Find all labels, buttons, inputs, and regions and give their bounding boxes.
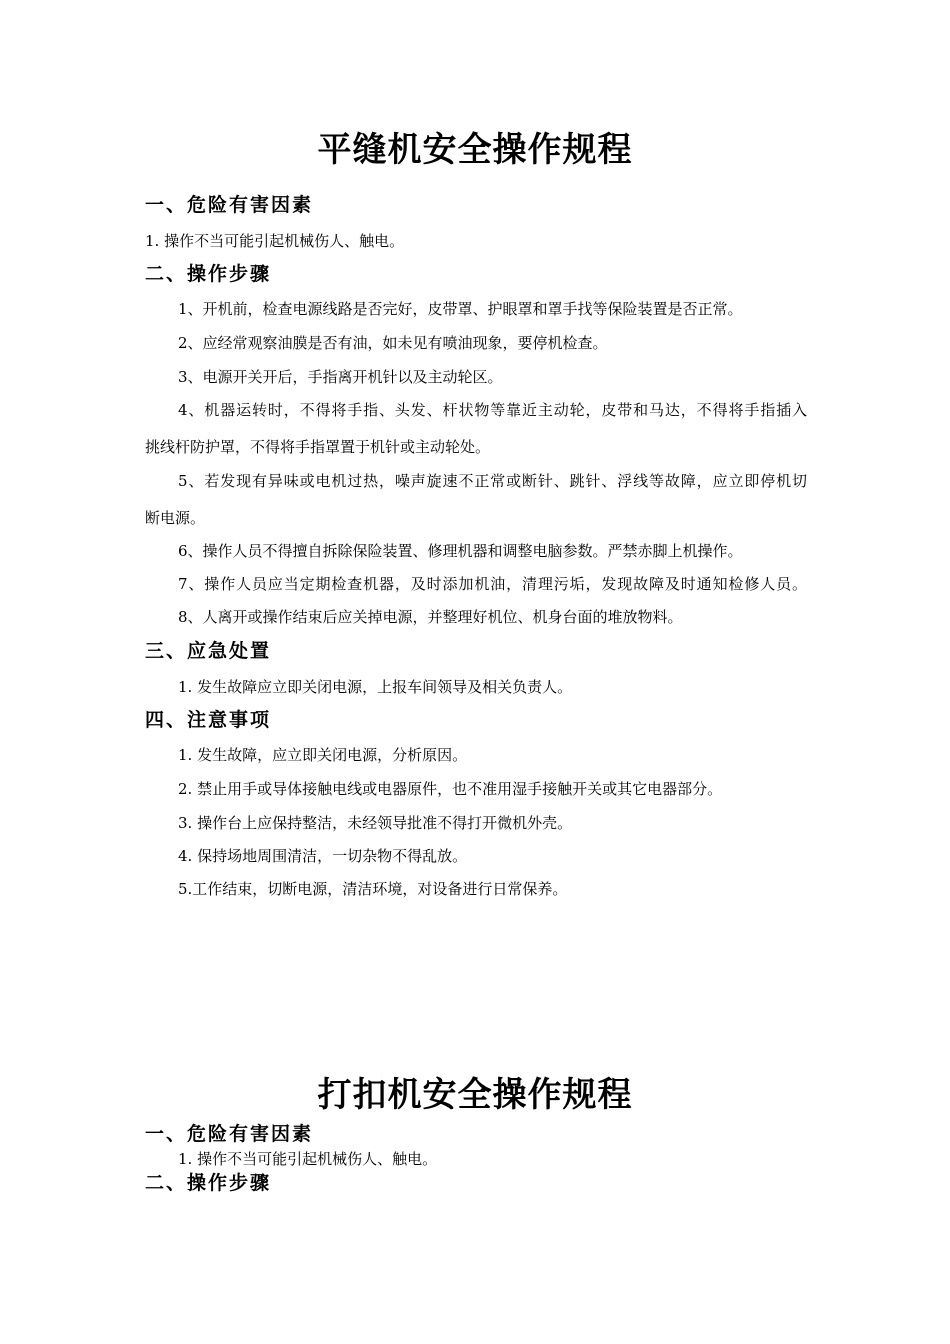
doc1-title: 平缝机安全操作规程: [317, 130, 633, 170]
doc1-section2-heading: 二、操作步骤: [145, 263, 272, 285]
doc1-section1-heading: 一、危险有害因素: [145, 194, 314, 216]
doc1-step-3: 3、电源开关开后，手指离开机针以及主动轮区。: [178, 368, 503, 386]
doc1-step-6: 6、操作人员不得擅自拆除保险装置、修理机器和调整电脑参数。严禁赤脚上机操作。: [178, 542, 743, 560]
doc1-step-5-line2: 断电源。: [145, 509, 206, 527]
doc1-note-4: 4. 保持场地周围清洁，一切杂物不得乱放。: [178, 847, 468, 865]
doc1-step-5-line1: 5、若发现有异味或电机过热，噪声旋速不正常或断针、跳针、浮线等故障，应立即停机切: [178, 472, 807, 490]
doc1-note-2: 2. 禁止用手或导体接触电线或电器原件，也不准用湿手接触开关或其它电器部分。: [178, 780, 723, 798]
doc1-note-1: 1. 发生故障，应立即关闭电源，分析原因。: [178, 746, 468, 764]
doc2-title: 打扣机安全操作规程: [317, 1075, 633, 1115]
doc1-step-4-line2: 挑线杆防护罩，不得将手指罩置于机针或主动轮处。: [145, 438, 491, 456]
doc1-step-8: 8、人离开或操作结束后应关掉电源，并整理好机位、机身台面的堆放物料。: [178, 608, 683, 626]
doc2-section1-heading: 一、危险有害因素: [145, 1123, 314, 1145]
doc1-step-4-line1: 4、机器运转时，不得将手指、头发、杆状物等靠近主动轮，皮带和马达，不得将手指插入: [178, 401, 807, 419]
doc2-section2-heading: 二、操作步骤: [145, 1172, 272, 1194]
doc1-section3-item: 1. 发生故障应立即关闭电源，上报车间领导及相关负责人。: [178, 678, 573, 696]
doc1-note-5: 5.工作结束，切断电源，清洁环境，对设备进行日常保养。: [178, 880, 568, 898]
doc1-step-2: 2、应经常观察油膜是否有油，如未见有喷油现象，要停机检查。: [178, 334, 608, 352]
doc1-section4-heading: 四、注意事项: [145, 709, 272, 731]
doc1-step-7: 7、操作人员应当定期检查机器，及时添加机油，清理污垢，发现故障及时通知检修人员。: [178, 575, 807, 593]
doc2-section1-item: 1. 操作不当可能引起机械伤人、触电。: [178, 1150, 438, 1168]
doc1-step-1: 1、开机前，检查电源线路是否完好，皮带罩、护眼罩和罩手找等保险装置是否正常。: [178, 300, 743, 318]
doc1-note-3: 3. 操作台上应保持整洁，未经领导批准不得打开微机外壳。: [178, 814, 573, 832]
doc1-section1-item: 1. 操作不当可能引起机械伤人、触电。: [145, 232, 405, 250]
doc1-section3-heading: 三、应急处置: [145, 640, 272, 662]
